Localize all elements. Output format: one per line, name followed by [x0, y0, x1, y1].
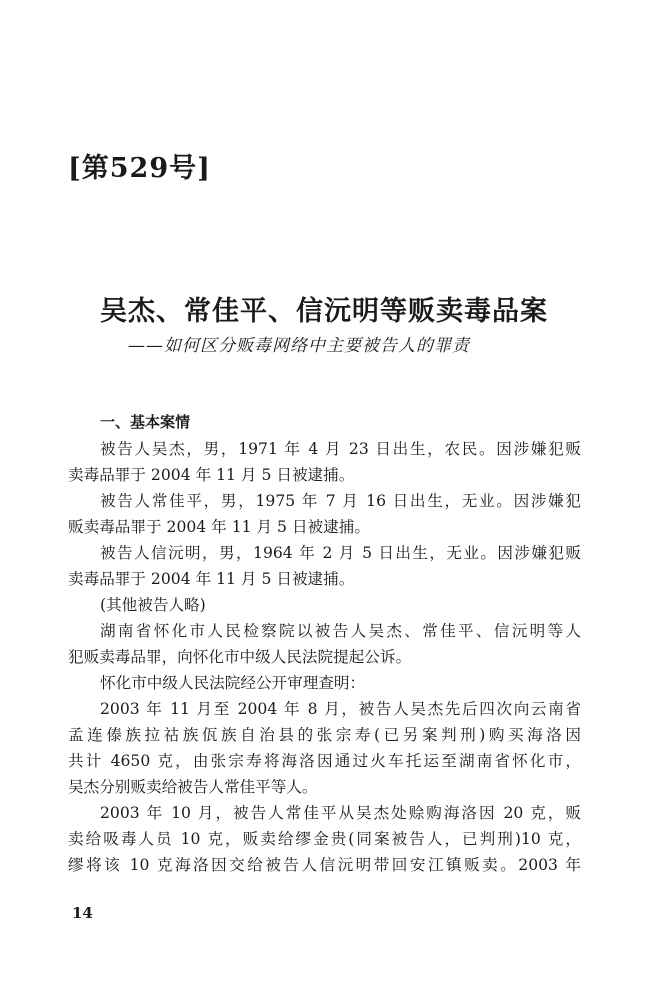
section-heading: 一、基本案情: [100, 413, 191, 431]
text-line: 卖给吸毒人员 10 克，贩卖给缪金贵(同案被告人，已判刑)10 克，: [68, 830, 581, 848]
text-line: 卖毒品罪于 2004 年 11 月 5 日被逮捕。: [68, 570, 355, 588]
text-line: 孟连傣族拉祜族佤族自治县的张宗寿(已另案判刑)购买海洛因: [68, 726, 581, 744]
text-line: 贩卖毒品罪于 2004 年 11 月 5 日被逮捕。: [68, 518, 370, 536]
text-line: 2003 年 10 月，被告人常佳平从吴杰处赊购海洛因 20 克，贩: [100, 804, 581, 822]
text-line: 被告人信沅明，男，1964 年 2 月 5 日出生，无业。因涉嫌犯贩: [100, 544, 581, 562]
page-number: 14: [72, 904, 93, 922]
text-line: 共计 4650 克，由张宗寿将海洛因通过火车托运至湖南省怀化市，: [68, 752, 581, 770]
case-number: [第529号]: [68, 153, 211, 184]
text-line: (其他被告人略): [100, 596, 206, 614]
case-title: 吴杰、常佳平、信沅明等贩卖毒品案: [100, 296, 548, 327]
text-line: 犯贩卖毒品罪，向怀化市中级人民法院提起公诉。: [68, 648, 412, 666]
text-line: 吴杰分别贩卖给被告人常佳平等人。: [68, 778, 318, 796]
case-subtitle: ——如何区分贩毒网络中主要被告人的罪责: [128, 336, 470, 356]
text-line: 怀化市中级人民法院经公开审理查明：: [100, 674, 366, 692]
text-line: 被告人吴杰，男，1971 年 4 月 23 日出生，农民。因涉嫌犯贩: [100, 440, 581, 458]
text-line: 缪将该 10 克海洛因交给被告人信沅明带回安江镇贩卖。2003 年: [68, 856, 581, 874]
text-line: 2003 年 11 月至 2004 年 8 月，被告人吴杰先后四次向云南省: [100, 700, 581, 718]
text-line: 湖南省怀化市人民检察院以被告人吴杰、常佳平、信沅明等人: [100, 622, 581, 640]
text-line: 卖毒品罪于 2004 年 11 月 5 日被逮捕。: [68, 466, 355, 484]
text-line: 被告人常佳平，男，1975 年 7 月 16 日出生，无业。因涉嫌犯: [100, 492, 581, 510]
body-text: [68, 436, 581, 878]
